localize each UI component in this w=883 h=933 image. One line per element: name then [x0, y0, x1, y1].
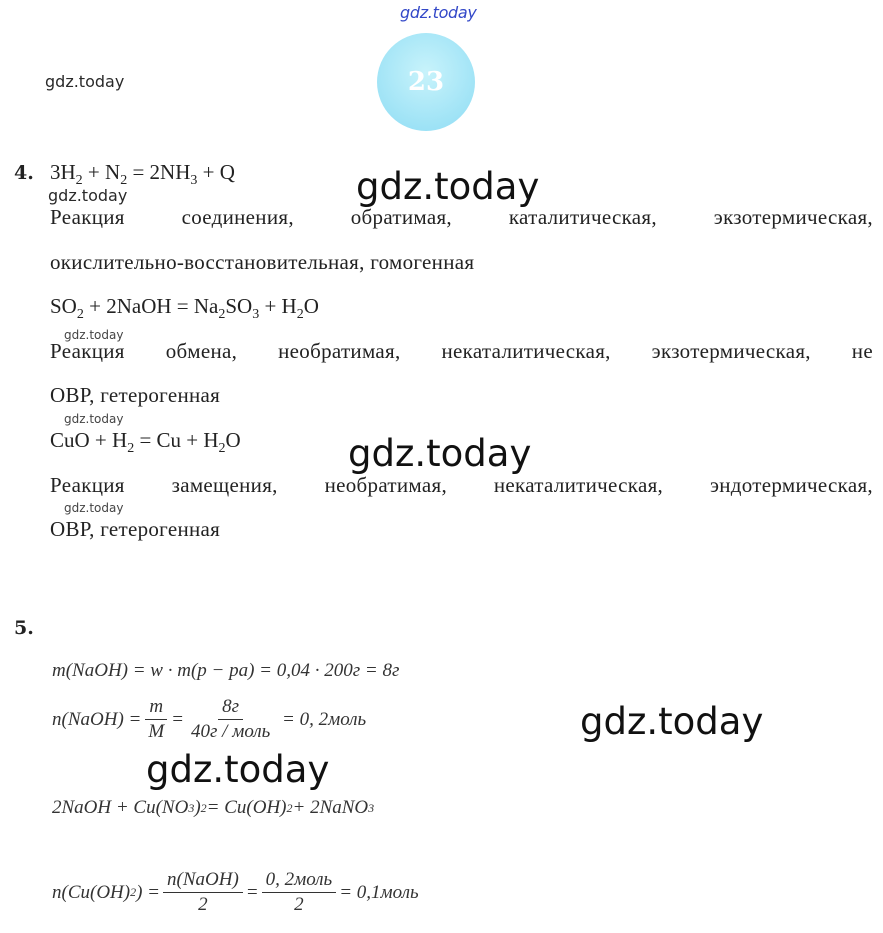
- watermark-small: gdz.today: [64, 328, 124, 342]
- equation-so2-naoh: $SO_2$ + 2NaOH = $Na_2SO_3 + H_2O$: [50, 294, 319, 323]
- watermark-header-left: gdz.today: [45, 72, 125, 91]
- reaction-description-2-line-2: ОВР, гетерогенная: [50, 383, 221, 407]
- formula-moles-naoh: n(NaOH) = $\frac{m}{M}$ = $\frac{8г}{\text{40г / моль}}$ = 0, 2моль: [52, 696, 367, 742]
- reaction-description-2-line-1: Реакция обмена, необратимая, некаталитическая, экзотермическая, не: [50, 339, 873, 363]
- equation-ammonia-synthesis: $3H_2 + N_2 = 2NH_3 + Q$: [50, 160, 235, 189]
- reaction-description-3-line-2: ОВР, гетерогенная: [50, 517, 221, 541]
- watermark-large: gdz.today: [580, 700, 764, 743]
- watermark-small: gdz.today: [64, 412, 124, 426]
- reaction-description-3-line-1: Реакция замещения, необратимая, некаталитическая, эндотермическая,: [50, 473, 873, 497]
- formula-mass-naoh: m(NaOH) = w · m(p − pa) = 0,04 · 200г = 8г: [52, 660, 400, 681]
- watermark-small: gdz.today: [64, 501, 124, 515]
- formula-moles-cuoh2: n(Cu(OH) 2 ) = $\frac{\text{n(NaOH)}}{2}$ = $\frac{\text{0, 2моль}}{2}$ = 0,1моль: [52, 869, 419, 915]
- watermark-large: gdz.today: [146, 748, 330, 791]
- watermark-small: gdz.today: [48, 186, 128, 205]
- reaction-description-1-line-1: Реакция соединения, обратимая, каталитическая, экзотермическая,: [50, 205, 873, 229]
- formula-reaction-naoh-cuno3: 2NaOH + Cu(NO 3 ) 2 = Cu(OH) 2 + 2NaNO 3: [52, 797, 375, 818]
- problem-5-number: 5.: [14, 617, 34, 639]
- equation-cuo-h2: CuO + $H_2 = Cu + H_2O$: [50, 428, 241, 457]
- watermark-large: gdz.today: [348, 432, 532, 475]
- reaction-description-1-line-2: окислительно-восстановительная, гомогенная: [50, 250, 475, 274]
- watermark-large: gdz.today: [356, 165, 540, 208]
- watermark-top: gdz.today: [400, 3, 477, 22]
- page-number-badge: [377, 33, 475, 131]
- problem-4-number: 4.: [14, 162, 34, 184]
- page-number: 23: [407, 67, 445, 97]
